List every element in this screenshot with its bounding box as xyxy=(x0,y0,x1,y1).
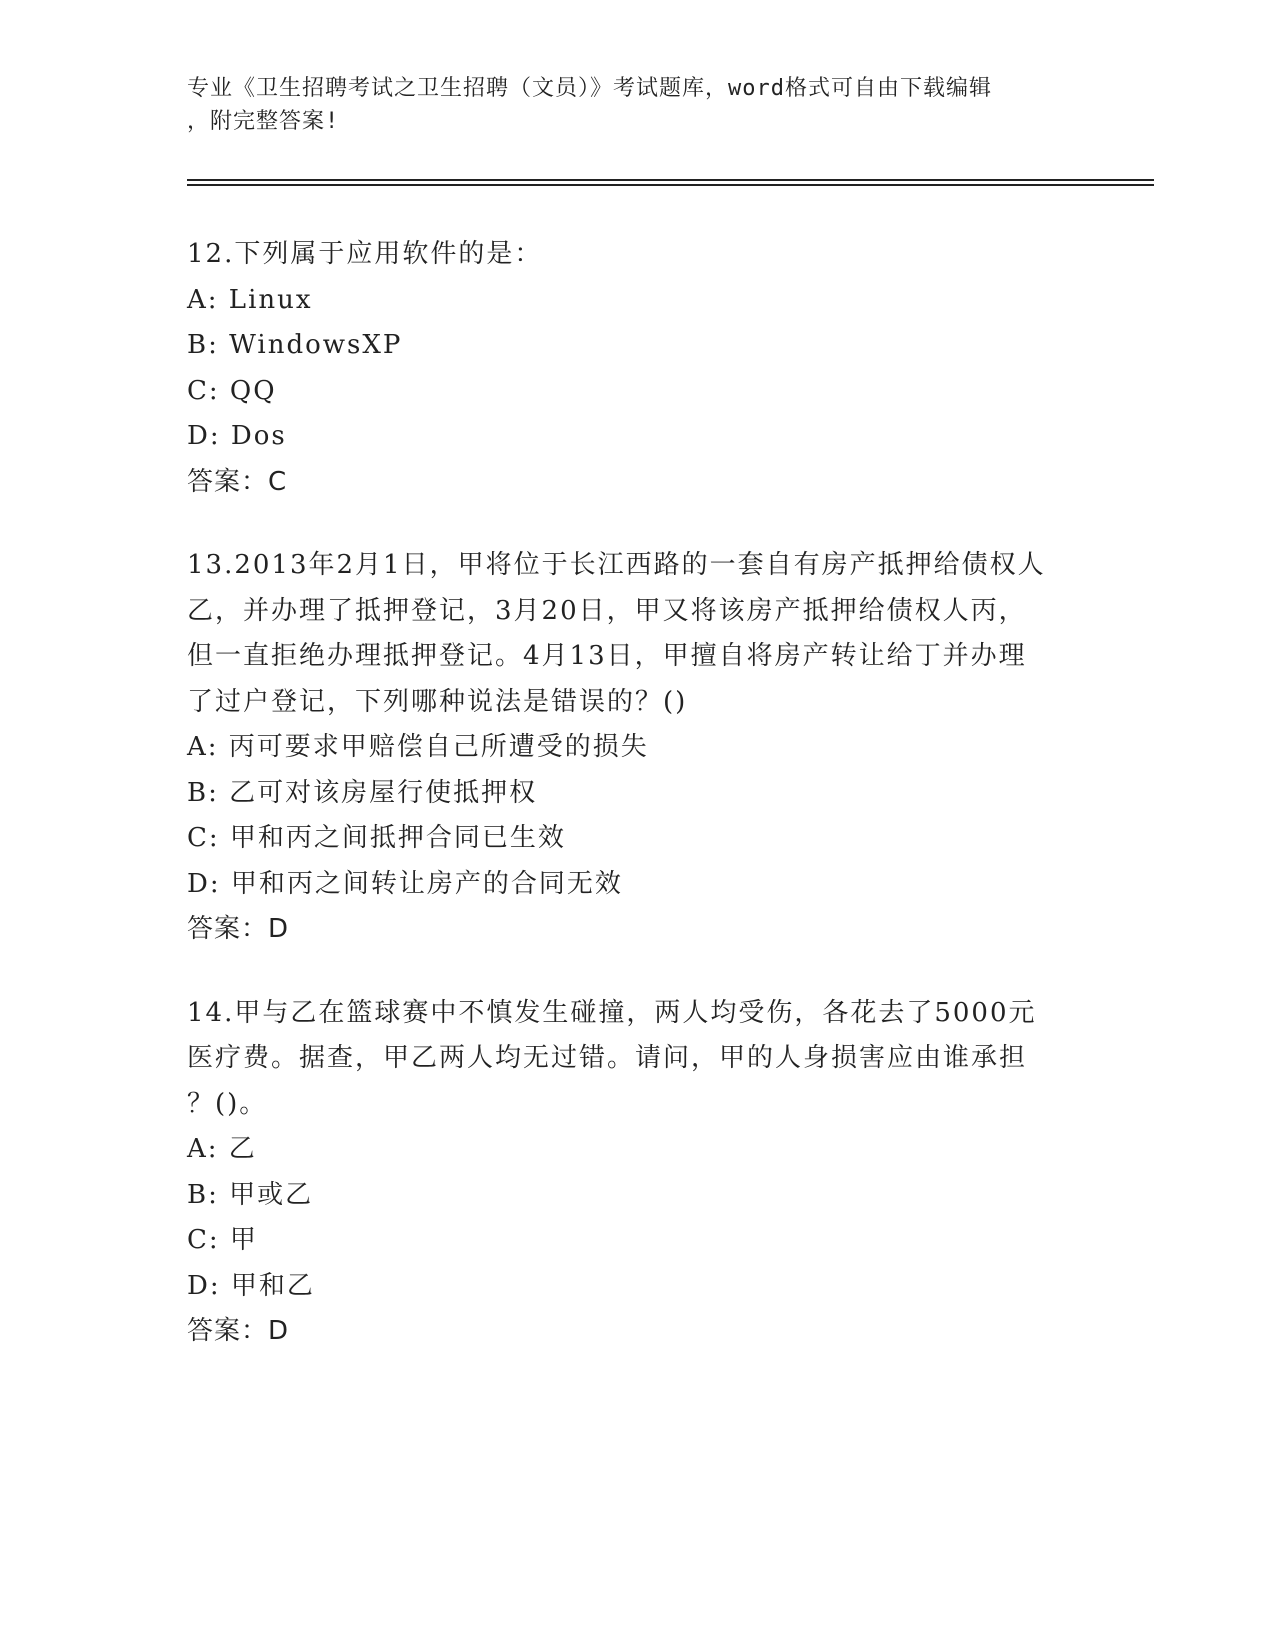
answer: 答案：D xyxy=(187,914,290,944)
answer: 答案：C xyxy=(187,466,288,497)
option-a: A: 乙 xyxy=(187,1134,257,1164)
question-text-line-1: 14.甲与乙在篮球赛中不慎发生碰撞，两人均受伤，各花去了5000元 xyxy=(187,997,1037,1028)
option-b: B: 甲或乙 xyxy=(187,1179,314,1210)
question-text-line-2: 医疗费。据查，甲乙两人均无过错。请问，甲的人身损害应由谁承担 xyxy=(187,1043,1028,1073)
answer: 答案：D xyxy=(187,1316,290,1346)
header-divider-bottom xyxy=(187,184,1154,186)
header-line-2: ，附完整答案! xyxy=(187,109,340,134)
question-text: 12.下列属于应用软件的是： xyxy=(187,239,543,269)
document-header xyxy=(187,72,1087,138)
option-c: C: 甲 xyxy=(187,1225,258,1255)
option-c: C: 甲和丙之间抵押合同已生效 xyxy=(187,823,566,853)
option-b: B: 乙可对该房屋行使抵押权 xyxy=(187,777,538,808)
option-b: B: WindowsXP xyxy=(187,330,403,360)
header-line-1: 专业《卫生招聘考试之卫生招聘（文员）》考试题库，word格式可自由下载编辑 xyxy=(187,76,992,101)
question-14 xyxy=(187,991,1087,1355)
option-d: D: Dos xyxy=(187,421,287,451)
question-text-line-4: 了过户登记，下列哪种说法是错误的？() xyxy=(187,686,688,717)
option-a: A: 丙可要求甲赔偿自己所遭受的损失 xyxy=(187,732,649,762)
question-list xyxy=(187,232,1087,1393)
question-text-line-3: 但一直拒绝办理抵押登记。4月13日，甲擅自将房产转让给丁并办理 xyxy=(187,641,1027,671)
option-c: C: QQ xyxy=(187,375,277,406)
question-text-line-2: 乙，并办理了抵押登记，3月20日，甲又将该房产抵押给债权人丙， xyxy=(187,595,1027,626)
question-13 xyxy=(187,543,1087,953)
option-a: A: Linux xyxy=(187,284,313,315)
question-text-line-3: ？()。 xyxy=(187,1088,268,1119)
option-d: D: 甲和乙 xyxy=(187,1270,315,1301)
header-divider-top xyxy=(187,179,1154,181)
option-d: D: 甲和丙之间转让房产的合同无效 xyxy=(187,868,623,899)
question-12 xyxy=(187,232,1087,505)
question-text-line-1: 13.2013年2月1日，甲将位于长江西路的一套自有房产抵押给债权人 xyxy=(187,550,1046,580)
